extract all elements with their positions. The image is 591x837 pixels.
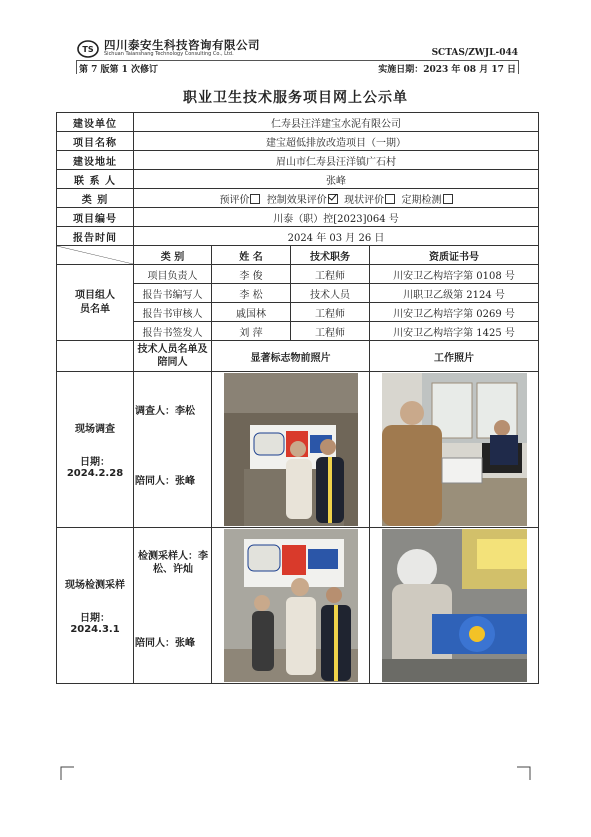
date-value: 2024 年 03 月 26 日 [134,227,539,246]
section-people [134,372,212,528]
work-photo-image-icon [382,529,527,682]
company-name-en: Sichuan Taianshang Technology Consulting Co., Ltd. [104,51,234,57]
col-header-category: 类 别 [134,246,212,265]
col-header-title: 技术职务 [291,246,370,265]
header-rule [76,60,519,61]
checkbox-icon[interactable] [385,194,395,204]
number-value: 川泰（职）控[2023]064 号 [134,208,539,227]
page-title: 职业卫生技术服务项目网上公示单 [183,90,408,106]
member-name: 戚国林 [212,303,291,322]
col-header-name: 姓 名 [212,246,291,265]
category-option[interactable]: 定期检测 [402,195,453,206]
section-site-sampling [57,528,134,684]
member-certificate: 川安卫乙构培字第 0269 号 [370,303,539,322]
header-bracket-right [518,60,519,74]
work-photo-image-icon [382,373,527,526]
staff-name: 调查人：李松 [135,406,195,417]
member-title: 工程师 [291,265,370,284]
date-label: 报告时间 [57,227,134,246]
member-title: 技术人员 [291,284,370,303]
section-date-label: 日期： [80,457,110,468]
member-certificate: 川安卫乙构培字第 1425 号 [370,322,539,341]
address-label: 建设地址 [57,151,134,170]
member-name: 李 松 [212,284,291,303]
svg-text:TS: TS [82,45,94,54]
category-options [134,189,539,208]
section-label: 现场检测采样 [65,580,125,591]
work-photo [370,528,539,684]
unit-label: 建设单位 [57,113,134,132]
section-people [134,528,212,684]
diagonal-line-icon [57,246,133,264]
crop-mark-icon [60,766,74,780]
diagonal-cell [57,246,134,265]
document-header [0,0,591,80]
col-header-work-photo: 工作照片 [370,341,539,372]
contact-value: 张峰 [134,170,539,189]
member-certificate: 川职卫乙级第 2124 号 [370,284,539,303]
member-role: 报告书签发人 [134,322,212,341]
number-label: 项目编号 [57,208,134,227]
checkbox-checked-icon[interactable] [328,194,338,204]
category-option[interactable]: 预评价 [219,195,260,206]
escort-name: 陪同人：张峰 [135,476,195,487]
col-header-staff: 技术人员名单及陪同人 [134,341,212,372]
contact-label: 联 系 人 [57,170,134,189]
blank-cell [57,341,134,372]
member-role: 报告书审核人 [134,303,212,322]
document-code: SCTAS/ZWJL-044 [431,48,518,58]
category-option[interactable]: 控制效果评价 [267,195,338,206]
section-site-survey [57,372,134,528]
landmark-photo [212,372,370,528]
company-name-cn: 四川泰安生科技咨询有限公司 [104,38,260,52]
landmark-photo [212,528,370,684]
disclosure-table [56,112,539,684]
work-photo [370,372,539,528]
project-label: 项目名称 [57,132,134,151]
checkbox-icon[interactable] [443,194,453,204]
implementation-date: 实施日期：2023 年 08 月 17 日 [378,65,516,75]
address-value: 眉山市仁寿县汪洋镇广石村 [134,151,539,170]
col-header-landmark-photo: 显著标志物前照片 [212,341,370,372]
section-date-label: 日期： [80,613,110,624]
member-title: 工程师 [291,322,370,341]
company-logo-icon [77,40,99,58]
escort-name: 陪同人：张峰 [135,638,195,649]
category-label: 类 别 [57,189,134,208]
header-bracket-left [76,60,77,74]
section-date: 2024.3.1 [70,624,120,635]
version-text: 第 7 版第 1 次修订 [79,65,159,75]
staff-name: 检测采样人：李松、许灿 [138,551,208,575]
member-certificate: 川安卫乙构培字第 0108 号 [370,265,539,284]
member-title: 工程师 [291,303,370,322]
group-label: 项目组人员名单 [57,265,134,341]
crop-mark-icon [517,766,531,780]
member-role: 项目负责人 [134,265,212,284]
checkbox-icon[interactable] [250,194,260,204]
member-name: 刘 萍 [212,322,291,341]
unit-value: 仁寿县汪洋建宝水泥有限公司 [134,113,539,132]
landmark-photo-image-icon [224,373,358,526]
col-header-certificate: 资质证书号 [370,246,539,265]
section-label: 现场调查 [75,424,115,435]
member-name: 李 俊 [212,265,291,284]
category-option[interactable]: 现状评价 [344,195,395,206]
landmark-photo-image-icon [224,529,358,682]
section-date: 2024.2.28 [66,468,124,479]
member-role: 报告书编写人 [134,284,212,303]
project-value: 建宝超低排放改造项目（一期） [134,132,539,151]
